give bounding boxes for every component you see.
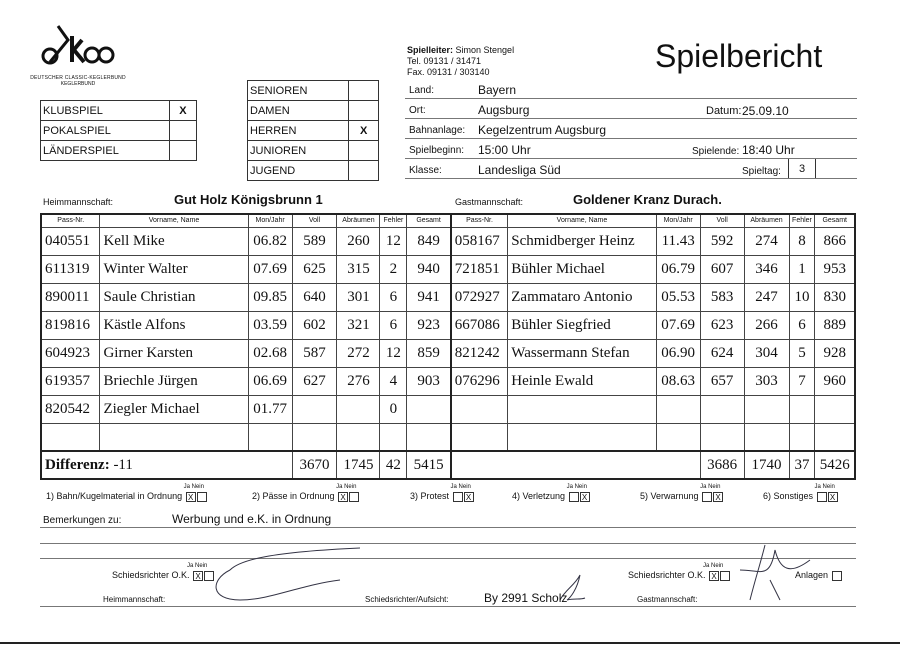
check-jn-label: Ja Nein	[450, 484, 471, 490]
table-row	[41, 255, 855, 283]
home-mj: 02.68	[248, 339, 292, 367]
signature-right-icon	[730, 540, 830, 605]
home-ges: 941	[407, 283, 451, 311]
totals-row	[41, 451, 855, 479]
kategorie-table	[247, 80, 379, 181]
schiri-left-ok	[112, 570, 214, 581]
home-feh	[380, 423, 407, 451]
guest-abr	[744, 395, 789, 423]
guest-voll: 657	[700, 367, 744, 395]
guest-pass: 821242	[451, 339, 508, 367]
beginn-label: Spielbeginn:	[409, 145, 465, 156]
guest-abr: 266	[744, 311, 789, 339]
home-pass: 890011	[41, 283, 100, 311]
check-item	[763, 491, 838, 502]
spielleiter-block	[407, 45, 514, 78]
differenz-cell	[41, 451, 292, 479]
check-ja-checkbox[interactable]: X	[338, 492, 348, 502]
guest-name: Wassermann Stefan	[508, 339, 656, 367]
col-header: Vorname, Name	[508, 214, 656, 227]
datum-label: Datum:	[706, 105, 742, 117]
guest-feh: 1	[789, 255, 815, 283]
bahn-label: Bahnanlage:	[409, 125, 466, 136]
schiri-left-jn: Ja Nein	[187, 563, 208, 569]
guest-pass: 076296	[451, 367, 508, 395]
guest-name: Zammataro Antonio	[508, 283, 656, 311]
heim-team: Gut Holz Königsbrunn 1	[174, 192, 323, 207]
guest-ges: 953	[815, 255, 855, 283]
guest-voll: 592	[700, 227, 744, 255]
guest-abr	[744, 423, 789, 451]
gast-team: Goldener Kranz Durach.	[573, 192, 722, 207]
check-item	[46, 491, 207, 502]
spielart-row	[41, 121, 197, 141]
anlagen-label: Anlagen	[795, 570, 829, 580]
spielart-mark[interactable]	[169, 121, 196, 141]
home-name: Briechle Jürgen	[100, 367, 248, 395]
signature-left-icon	[200, 540, 380, 610]
col-header: Gesamt	[407, 214, 451, 227]
guest-voll: 583	[700, 283, 744, 311]
table-row	[41, 283, 855, 311]
check-jn-label: Ja Nein	[183, 484, 204, 490]
guest-feh	[789, 423, 815, 451]
guest-total-feh: 37	[789, 451, 815, 479]
guest-name	[508, 423, 656, 451]
col-header: Pass-Nr.	[41, 214, 100, 227]
home-pass: 820542	[41, 395, 100, 423]
home-pass: 619357	[41, 367, 100, 395]
col-header: Mon/Jahr	[656, 214, 700, 227]
klasse-label: Klasse:	[409, 165, 442, 176]
kategorie-label: SENIOREN	[248, 81, 349, 101]
check-ja-checkbox[interactable]: X	[186, 492, 196, 502]
home-pass: 819816	[41, 311, 100, 339]
home-voll: 589	[292, 227, 337, 255]
home-name: Winter Walter	[100, 255, 248, 283]
guest-voll: 607	[700, 255, 744, 283]
guest-ges: 889	[815, 311, 855, 339]
spielleiter-tel: Tel. 09131 / 31471	[407, 56, 482, 66]
guest-feh: 8	[789, 227, 815, 255]
guest-abr: 304	[744, 339, 789, 367]
guest-ges: 866	[815, 227, 855, 255]
schiri-right-nein-checkbox[interactable]	[720, 571, 730, 581]
home-ges: 849	[407, 227, 451, 255]
guest-mj: 06.79	[656, 255, 700, 283]
home-feh: 2	[380, 255, 407, 283]
kategorie-mark[interactable]	[349, 101, 379, 121]
col-header: Abräumen	[744, 214, 789, 227]
guest-feh	[789, 395, 815, 423]
home-total-abr: 1745	[337, 451, 380, 479]
home-feh: 4	[380, 367, 407, 395]
guest-ges: 960	[815, 367, 855, 395]
check-label: 3) Protest	[410, 491, 450, 501]
home-abr	[337, 395, 380, 423]
guest-pass: 721851	[451, 255, 508, 283]
kategorie-row	[248, 161, 379, 181]
kategorie-label: JUGEND	[248, 161, 349, 181]
home-feh: 12	[380, 339, 407, 367]
check-jn-label: Ja Nein	[336, 484, 357, 490]
home-mj: 07.69	[248, 255, 292, 283]
col-header: Mon/Jahr	[248, 214, 292, 227]
col-header: Gesamt	[815, 214, 855, 227]
home-mj: 03.59	[248, 311, 292, 339]
guest-name	[508, 395, 656, 423]
spielart-label: KLUBSPIEL	[41, 101, 170, 121]
guest-abr: 247	[744, 283, 789, 311]
col-header: Fehler	[380, 214, 407, 227]
guest-pass: 058167	[451, 227, 508, 255]
spielleiter-label: Spielleiter:	[407, 45, 454, 55]
home-abr: 276	[337, 367, 380, 395]
bemerkungen-value: Werbung und e.K. in Ordnung	[172, 512, 332, 526]
col-header: Fehler	[789, 214, 815, 227]
results-table	[40, 213, 856, 480]
schiri-right-ja-checkbox[interactable]: X	[709, 571, 719, 581]
home-voll: 625	[292, 255, 337, 283]
check-ja-checkbox[interactable]	[453, 492, 463, 502]
home-name: Kell Mike	[100, 227, 248, 255]
check-item	[640, 491, 723, 502]
home-ges: 903	[407, 367, 451, 395]
home-ges: 859	[407, 339, 451, 367]
home-feh: 6	[380, 311, 407, 339]
table-row	[41, 227, 855, 255]
home-ges: 940	[407, 255, 451, 283]
schiri-left-label: Schiedsrichter O.K.	[112, 570, 190, 580]
guest-voll	[700, 395, 744, 423]
col-header: Voll	[700, 214, 744, 227]
land-label: Land:	[409, 85, 435, 96]
guest-voll: 624	[700, 339, 744, 367]
ende-value: 18:40 Uhr	[742, 143, 795, 157]
check-ja-checkbox[interactable]	[702, 492, 712, 502]
guest-name: Bühler Siegfried	[508, 311, 656, 339]
home-voll	[292, 423, 337, 451]
col-header: Voll	[292, 214, 337, 227]
spieltag-label: Spieltag:	[742, 166, 781, 177]
differenz-value: -11	[113, 456, 133, 473]
kategorie-row	[248, 121, 379, 141]
home-name: Ziegler Michael	[100, 395, 248, 423]
guest-abr: 274	[744, 227, 789, 255]
kategorie-row	[248, 141, 379, 161]
guest-mj	[656, 423, 700, 451]
check-label: 1) Bahn/Kugelmaterial in Ordnung	[46, 491, 183, 501]
spielart-row	[41, 101, 197, 121]
datum-value: 25.09.10	[742, 104, 789, 118]
table-row	[41, 423, 855, 451]
home-name	[100, 423, 248, 451]
home-pass	[41, 423, 100, 451]
home-name: Girner Karsten	[100, 339, 248, 367]
home-voll: 627	[292, 367, 337, 395]
kategorie-row	[248, 101, 379, 121]
guest-ges: 830	[815, 283, 855, 311]
guest-ges	[815, 395, 855, 423]
kategorie-mark[interactable]	[349, 81, 379, 101]
check-ja-checkbox[interactable]	[569, 492, 579, 502]
col-header: Abräumen	[337, 214, 380, 227]
sig-gast-label: Gastmannschaft:	[637, 595, 698, 604]
guest-mj: 08.63	[656, 367, 700, 395]
sig-schiri-value: By 2991 Scholz	[484, 591, 568, 605]
bahn-value: Kegelzentrum Augsburg	[478, 123, 607, 137]
schiri-left-ja-checkbox[interactable]: X	[193, 571, 203, 581]
spielleiter-name: Simon Stengel	[455, 45, 515, 55]
guest-ges	[815, 423, 855, 451]
home-ges	[407, 423, 451, 451]
table-row	[41, 311, 855, 339]
check-item	[512, 491, 590, 502]
logo-line2: KEGLERBUND	[60, 81, 96, 87]
home-feh: 12	[380, 227, 407, 255]
check-nein-checkbox[interactable]: X	[828, 492, 838, 502]
home-feh: 6	[380, 283, 407, 311]
results-header	[41, 214, 855, 227]
logo	[28, 22, 128, 87]
keglerbund-logo-icon	[28, 22, 128, 70]
kategorie-label: JUNIOREN	[248, 141, 349, 161]
home-pass: 040551	[41, 227, 100, 255]
klasse-value: Landesliga Süd	[478, 163, 561, 177]
guest-mj	[656, 395, 700, 423]
guest-mj: 05.53	[656, 283, 700, 311]
home-pass: 604923	[41, 339, 100, 367]
kategorie-label: HERREN	[248, 121, 349, 141]
guest-voll: 623	[700, 311, 744, 339]
guest-feh: 10	[789, 283, 815, 311]
home-abr: 321	[337, 311, 380, 339]
schiri-right-ok	[628, 570, 730, 581]
home-total-ges: 5415	[407, 451, 451, 479]
table-row	[41, 395, 855, 423]
check-nein-checkbox[interactable]	[197, 492, 207, 502]
guest-feh: 6	[789, 311, 815, 339]
guest-feh: 5	[789, 339, 815, 367]
ende-label: Spielende:	[692, 146, 740, 157]
land-value: Bayern	[478, 83, 517, 97]
home-voll: 587	[292, 339, 337, 367]
guest-total-abr: 1740	[744, 451, 789, 479]
guest-name: Bühler Michael	[508, 255, 656, 283]
spielart-mark[interactable]: X	[169, 101, 196, 121]
guest-abr: 303	[744, 367, 789, 395]
guest-mj: 06.90	[656, 339, 700, 367]
anlagen-checkbox[interactable]	[832, 571, 842, 581]
guest-total-ges: 5426	[815, 451, 855, 479]
home-abr	[337, 423, 380, 451]
check-label: 4) Verletzung	[512, 491, 566, 501]
check-label: 5) Verwarnung	[640, 491, 699, 501]
home-ges	[407, 395, 451, 423]
sig-heim-label: Heimmannschaft:	[103, 595, 166, 604]
spielart-table	[40, 100, 197, 161]
guest-pass: 667086	[451, 311, 508, 339]
home-voll: 602	[292, 311, 337, 339]
guest-ges: 928	[815, 339, 855, 367]
beginn-value: 15:00 Uhr	[478, 143, 531, 157]
guest-total-voll: 3686	[700, 451, 744, 479]
check-label: 2) Pässe in Ordnung	[252, 491, 335, 501]
home-abr: 260	[337, 227, 380, 255]
guest-mj: 11.43	[656, 227, 700, 255]
check-item	[410, 491, 474, 502]
home-feh: 0	[380, 395, 407, 423]
gast-label: Gastmannschaft:	[455, 197, 524, 207]
check-jn-label: Ja Nein	[566, 484, 587, 490]
home-mj: 06.69	[248, 367, 292, 395]
check-label: 6) Sonstiges	[763, 491, 814, 501]
guest-pass	[451, 423, 508, 451]
spielart-mark[interactable]	[169, 141, 196, 161]
schiri-right-jn: Ja Nein	[703, 563, 724, 569]
guest-name: Heinle Ewald	[508, 367, 656, 395]
home-mj: 06.82	[248, 227, 292, 255]
table-row	[41, 339, 855, 367]
guest-total-spacer	[451, 451, 700, 479]
home-ges: 923	[407, 311, 451, 339]
table-row	[41, 367, 855, 395]
check-ja-checkbox[interactable]	[817, 492, 827, 502]
ort-label: Ort:	[409, 105, 426, 116]
kategorie-label: DAMEN	[248, 101, 349, 121]
guest-abr: 346	[744, 255, 789, 283]
check-jn-label: Ja Nein	[814, 484, 835, 490]
spielleiter-fax: Fax. 09131 / 303140	[407, 67, 490, 77]
guest-name: Schmidberger Heinz	[508, 227, 656, 255]
check-jn-label: Ja Nein	[700, 484, 721, 490]
check-nein-checkbox[interactable]: X	[464, 492, 474, 502]
home-mj: 01.77	[248, 395, 292, 423]
schiri-right-label: Schiedsrichter O.K.	[628, 570, 706, 580]
home-voll: 640	[292, 283, 337, 311]
home-total-feh: 42	[380, 451, 407, 479]
kategorie-mark[interactable]	[349, 141, 379, 161]
kategorie-mark[interactable]	[349, 161, 379, 181]
home-mj: 09.85	[248, 283, 292, 311]
home-voll	[292, 395, 337, 423]
ort-value: Augsburg	[478, 103, 530, 117]
spielart-label: POKALSPIEL	[41, 121, 170, 141]
kategorie-row	[248, 81, 379, 101]
home-pass: 611319	[41, 255, 100, 283]
guest-pass	[451, 395, 508, 423]
check-item	[252, 491, 359, 502]
guest-pass: 072927	[451, 283, 508, 311]
home-name: Saule Christian	[100, 283, 248, 311]
check-nein-checkbox[interactable]	[349, 492, 359, 502]
guest-mj: 07.69	[656, 311, 700, 339]
page-bottom-rule	[0, 642, 900, 644]
home-name: Kästle Alfons	[100, 311, 248, 339]
col-header: Vorname, Name	[100, 214, 248, 227]
page-title: Spielbericht	[655, 38, 823, 74]
guest-voll	[700, 423, 744, 451]
guest-feh: 7	[789, 367, 815, 395]
home-abr: 272	[337, 339, 380, 367]
logo-line1: DEUTSCHER CLASSIC-KEGLERBUND	[30, 75, 126, 81]
check-nein-checkbox[interactable]: X	[580, 492, 590, 502]
spieltag-value: 3	[788, 159, 816, 179]
spielart-row	[41, 141, 197, 161]
home-total-voll: 3670	[292, 451, 337, 479]
sig-schiri-label: Schiedsrichter/Aufsicht:	[365, 595, 449, 604]
kategorie-mark[interactable]: X	[349, 121, 379, 141]
spielart-label: LÄNDERSPIEL	[41, 141, 170, 161]
bemerkungen-label: Bemerkungen zu:	[43, 515, 122, 526]
home-mj	[248, 423, 292, 451]
col-header: Pass-Nr.	[451, 214, 508, 227]
check-nein-checkbox[interactable]: X	[713, 492, 723, 502]
home-abr: 315	[337, 255, 380, 283]
home-abr: 301	[337, 283, 380, 311]
heim-label: Heimmannschaft:	[43, 197, 114, 207]
differenz-label: Differenz:	[45, 456, 110, 473]
